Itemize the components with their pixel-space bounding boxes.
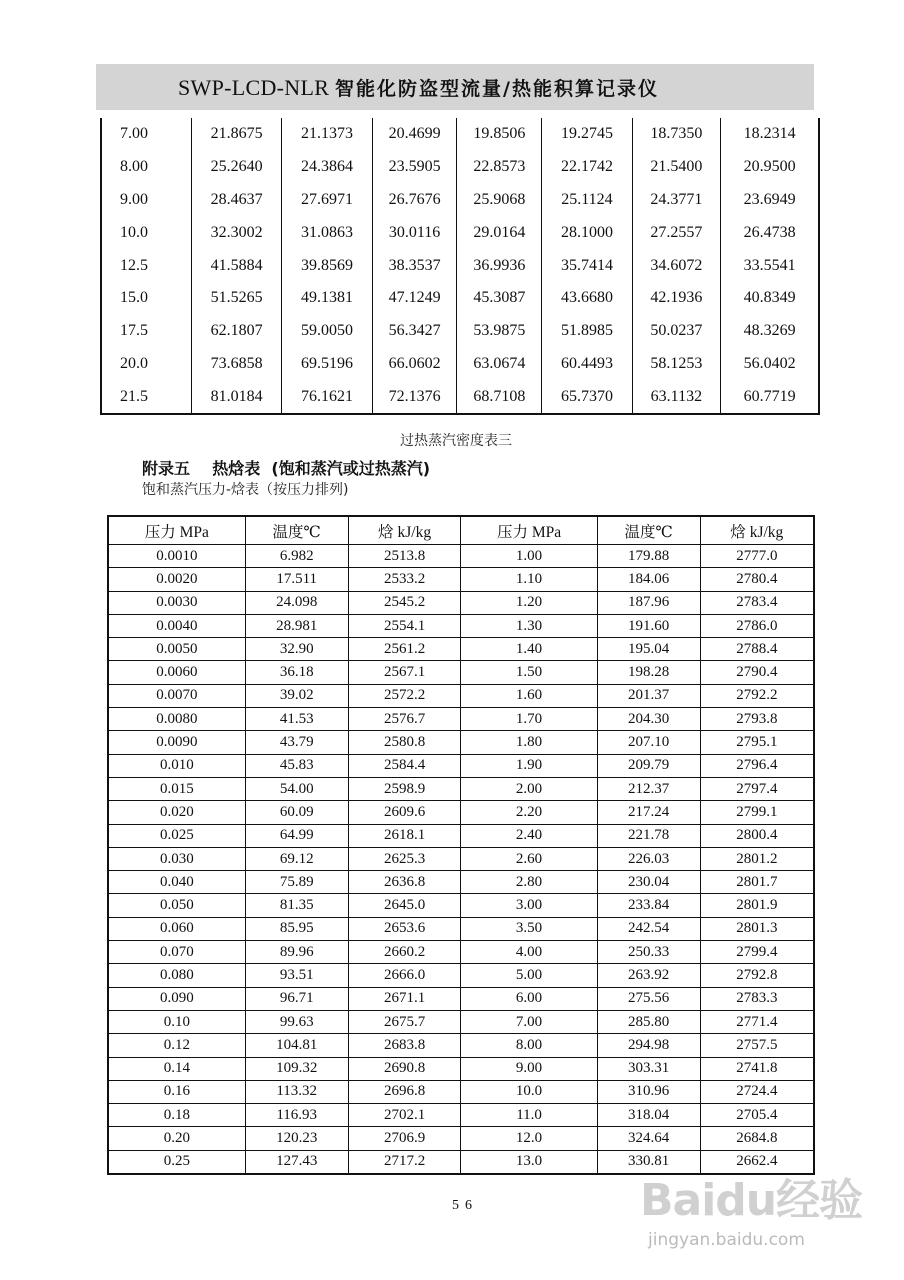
table-cell: 2796.4 [700, 754, 814, 777]
table-cell: 209.79 [597, 754, 700, 777]
table-cell: 120.23 [245, 1127, 348, 1150]
table-cell: 0.18 [108, 1104, 245, 1127]
table-row [108, 661, 814, 684]
table-cell: 81.0184 [191, 380, 281, 414]
table-cell: 89.96 [245, 941, 348, 964]
table-cell: 49.1381 [282, 282, 372, 315]
table-row [108, 731, 814, 754]
table-cell: 2554.1 [348, 614, 461, 637]
table-cell: 3.00 [461, 894, 597, 917]
table-cell: 0.015 [108, 777, 245, 800]
table-cell: 34.6072 [632, 249, 721, 282]
table-row [101, 282, 819, 315]
table-cell: 28.981 [245, 614, 348, 637]
table-cell: 48.3269 [721, 315, 819, 348]
table-cell: 2792.2 [700, 684, 814, 707]
table-cell: 24.3771 [632, 184, 721, 217]
page-number: 56 [452, 1198, 478, 1213]
table-cell: 20.9500 [721, 151, 819, 184]
enthalpy-header-row [108, 516, 814, 545]
table-row [101, 380, 819, 414]
table-cell: 60.4493 [542, 348, 632, 381]
table-cell: 68.7108 [457, 380, 542, 414]
table-cell: 2671.1 [348, 987, 461, 1010]
table-cell: 20.0 [101, 348, 191, 381]
table-cell: 18.7350 [632, 118, 721, 151]
table-cell: 2795.1 [700, 731, 814, 754]
table-cell: 0.0080 [108, 708, 245, 731]
table-cell: 47.1249 [372, 282, 457, 315]
table-cell: 330.81 [597, 1150, 700, 1174]
table-cell: 0.010 [108, 754, 245, 777]
table-cell: 42.1936 [632, 282, 721, 315]
table-cell: 29.0164 [457, 216, 542, 249]
table-cell: 63.1132 [632, 380, 721, 414]
table-cell: 2683.8 [348, 1034, 461, 1057]
table-cell: 66.0602 [372, 348, 457, 381]
table-cell: 20.4699 [372, 118, 457, 151]
table-cell: 36.9936 [457, 249, 542, 282]
table-row [108, 1057, 814, 1080]
table-cell: 1.10 [461, 568, 597, 591]
table-cell: 318.04 [597, 1104, 700, 1127]
table-cell: 56.0402 [721, 348, 819, 381]
table-cell: 0.070 [108, 941, 245, 964]
table-cell: 2801.7 [700, 871, 814, 894]
table-cell: 310.96 [597, 1080, 700, 1103]
table-cell: 2.60 [461, 847, 597, 870]
table-cell: 51.8985 [542, 315, 632, 348]
table-cell: 2580.8 [348, 731, 461, 754]
table-cell: 1.90 [461, 754, 597, 777]
table-cell: 73.6858 [191, 348, 281, 381]
column-header: 温度℃ [597, 516, 700, 545]
table-cell: 2783.3 [700, 987, 814, 1010]
table-cell: 25.9068 [457, 184, 542, 217]
table-cell: 2783.4 [700, 591, 814, 614]
table-cell: 2797.4 [700, 777, 814, 800]
table-cell: 28.1000 [542, 216, 632, 249]
table-cell: 0.030 [108, 847, 245, 870]
column-header: 温度℃ [245, 516, 348, 545]
table-cell: 116.93 [245, 1104, 348, 1127]
table-cell: 2567.1 [348, 661, 461, 684]
watermark-url: jingyan.baidu.com [648, 1230, 805, 1250]
table-cell: 221.78 [597, 824, 700, 847]
table-cell: 2618.1 [348, 824, 461, 847]
table-cell: 212.37 [597, 777, 700, 800]
column-header: 焓 kJ/kg [700, 516, 814, 545]
table-cell: 33.5541 [721, 249, 819, 282]
table-cell: 0.0020 [108, 568, 245, 591]
table-cell: 27.6971 [282, 184, 372, 217]
table-cell: 2636.8 [348, 871, 461, 894]
table-cell: 18.2314 [721, 118, 819, 151]
table-cell: 41.5884 [191, 249, 281, 282]
table-cell: 76.1621 [282, 380, 372, 414]
table-cell: 324.64 [597, 1127, 700, 1150]
table-cell: 99.63 [245, 1010, 348, 1033]
table-cell: 217.24 [597, 801, 700, 824]
table-cell: 2771.4 [700, 1010, 814, 1033]
appendix-title: 附录五 热焓表 (饱和蒸汽或过热蒸汽) [142, 459, 431, 478]
table-row [101, 118, 819, 151]
table-cell: 17.511 [245, 568, 348, 591]
table-cell: 2800.4 [700, 824, 814, 847]
table-cell: 2777.0 [700, 545, 814, 568]
table-cell: 2696.8 [348, 1080, 461, 1103]
table-row [108, 1034, 814, 1057]
table-row [108, 1080, 814, 1103]
table-cell: 23.5905 [372, 151, 457, 184]
table-cell: 21.8675 [191, 118, 281, 151]
table-row [108, 708, 814, 731]
table-cell: 1.20 [461, 591, 597, 614]
enthalpy-table [107, 515, 815, 1175]
table-cell: 0.080 [108, 964, 245, 987]
table-cell: 26.4738 [721, 216, 819, 249]
table-row [108, 964, 814, 987]
table-row [108, 754, 814, 777]
table-row [108, 614, 814, 637]
table-cell: 2675.7 [348, 1010, 461, 1033]
table-cell: 191.60 [597, 614, 700, 637]
table-row [101, 315, 819, 348]
table-cell: 2788.4 [700, 638, 814, 661]
table-cell: 40.8349 [721, 282, 819, 315]
table-cell: 0.020 [108, 801, 245, 824]
table-cell: 113.32 [245, 1080, 348, 1103]
table-cell: 2705.4 [700, 1104, 814, 1127]
table-cell: 3.50 [461, 917, 597, 940]
table-cell: 12.5 [101, 249, 191, 282]
table-cell: 9.00 [101, 184, 191, 217]
table-cell: 8.00 [101, 151, 191, 184]
table-cell: 2609.6 [348, 801, 461, 824]
table-row [108, 824, 814, 847]
table-cell: 2572.2 [348, 684, 461, 707]
table-cell: 21.5 [101, 380, 191, 414]
table-cell: 2513.8 [348, 545, 461, 568]
table-cell: 109.32 [245, 1057, 348, 1080]
table-cell: 233.84 [597, 894, 700, 917]
density-table [100, 118, 820, 415]
table-cell: 294.98 [597, 1034, 700, 1057]
table-cell: 0.0050 [108, 638, 245, 661]
table-cell: 9.00 [461, 1057, 597, 1080]
table-cell: 2645.0 [348, 894, 461, 917]
table-cell: 35.7414 [542, 249, 632, 282]
table-cell: 10.0 [461, 1080, 597, 1103]
table-cell: 2724.4 [700, 1080, 814, 1103]
table-cell: 0.050 [108, 894, 245, 917]
table-cell: 285.80 [597, 1010, 700, 1033]
table-cell: 53.9875 [457, 315, 542, 348]
table-cell: 41.53 [245, 708, 348, 731]
table-cell: 5.00 [461, 964, 597, 987]
table-cell: 59.0050 [282, 315, 372, 348]
table-row [108, 941, 814, 964]
table-cell: 32.90 [245, 638, 348, 661]
table-cell: 21.5400 [632, 151, 721, 184]
table-row [108, 777, 814, 800]
table-cell: 0.20 [108, 1127, 245, 1150]
table-cell: 2790.4 [700, 661, 814, 684]
table-row [101, 216, 819, 249]
table-cell: 2799.4 [700, 941, 814, 964]
table-cell: 207.10 [597, 731, 700, 754]
table-cell: 179.88 [597, 545, 700, 568]
table-row [108, 684, 814, 707]
table-cell: 2801.3 [700, 917, 814, 940]
table-cell: 39.02 [245, 684, 348, 707]
table-cell: 25.2640 [191, 151, 281, 184]
watermark [640, 1150, 890, 1260]
table-cell: 2786.0 [700, 614, 814, 637]
table-cell: 242.54 [597, 917, 700, 940]
table-cell: 0.060 [108, 917, 245, 940]
table-cell: 7.00 [461, 1010, 597, 1033]
column-header: 压力 MPa [108, 516, 245, 545]
table-cell: 1.50 [461, 661, 597, 684]
table-cell: 2545.2 [348, 591, 461, 614]
table-row [108, 1104, 814, 1127]
column-header: 压力 MPa [461, 516, 597, 545]
table-cell: 0.025 [108, 824, 245, 847]
table-cell: 226.03 [597, 847, 700, 870]
table-cell: 24.098 [245, 591, 348, 614]
table-cell: 0.090 [108, 987, 245, 1010]
table-cell: 21.1373 [282, 118, 372, 151]
table-cell: 22.1742 [542, 151, 632, 184]
table-cell: 19.2745 [542, 118, 632, 151]
table-cell: 187.96 [597, 591, 700, 614]
table-cell: 263.92 [597, 964, 700, 987]
table-cell: 19.8506 [457, 118, 542, 151]
table-cell: 2741.8 [700, 1057, 814, 1080]
table-cell: 2.80 [461, 871, 597, 894]
table-cell: 2561.2 [348, 638, 461, 661]
table-cell: 60.09 [245, 801, 348, 824]
table-cell: 85.95 [245, 917, 348, 940]
header-title-cn: 智能化防盗型流量/热能积算记录仪 [335, 78, 659, 100]
table-row [101, 348, 819, 381]
table-cell: 0.0040 [108, 614, 245, 637]
table-cell: 275.56 [597, 987, 700, 1010]
table-cell: 10.0 [101, 216, 191, 249]
table-cell: 2.40 [461, 824, 597, 847]
table-cell: 96.71 [245, 987, 348, 1010]
table-cell: 2.20 [461, 801, 597, 824]
table-cell: 195.04 [597, 638, 700, 661]
table-cell: 1.00 [461, 545, 597, 568]
table-cell: 6.00 [461, 987, 597, 1010]
table-cell: 51.5265 [191, 282, 281, 315]
table-cell: 50.0237 [632, 315, 721, 348]
table-cell: 204.30 [597, 708, 700, 731]
table-cell: 22.8573 [457, 151, 542, 184]
table-row [108, 847, 814, 870]
table-cell: 31.0863 [282, 216, 372, 249]
table-cell: 45.3087 [457, 282, 542, 315]
table-cell: 2576.7 [348, 708, 461, 731]
table-cell: 230.04 [597, 871, 700, 894]
table-cell: 12.0 [461, 1127, 597, 1150]
table-cell: 2584.4 [348, 754, 461, 777]
table-cell: 72.1376 [372, 380, 457, 414]
table-cell: 0.0090 [108, 731, 245, 754]
table-cell: 2598.9 [348, 777, 461, 800]
table-cell: 2717.2 [348, 1150, 461, 1174]
table-cell: 0.0010 [108, 545, 245, 568]
table-row [101, 151, 819, 184]
table-cell: 2533.2 [348, 568, 461, 591]
table-cell: 36.18 [245, 661, 348, 684]
table-cell: 2625.3 [348, 847, 461, 870]
watermark-logo: Baidu经验 [640, 1175, 863, 1226]
table-cell: 17.5 [101, 315, 191, 348]
table-cell: 24.3864 [282, 151, 372, 184]
table-cell: 2780.4 [700, 568, 814, 591]
column-header: 焓 kJ/kg [348, 516, 461, 545]
table-cell: 250.33 [597, 941, 700, 964]
table-cell: 2757.5 [700, 1034, 814, 1057]
table-cell: 39.8569 [282, 249, 372, 282]
table-cell: 45.83 [245, 754, 348, 777]
table-cell: 2801.2 [700, 847, 814, 870]
table-cell: 2.00 [461, 777, 597, 800]
table-cell: 0.12 [108, 1034, 245, 1057]
table-row [108, 1010, 814, 1033]
table-cell: 56.3427 [372, 315, 457, 348]
table-row [108, 545, 814, 568]
table-row [108, 987, 814, 1010]
table-cell: 2799.1 [700, 801, 814, 824]
table-cell: 2660.2 [348, 941, 461, 964]
table-cell: 2702.1 [348, 1104, 461, 1127]
table-cell: 1.80 [461, 731, 597, 754]
table-cell: 23.6949 [721, 184, 819, 217]
table-cell: 27.2557 [632, 216, 721, 249]
density-table-caption: 过热蒸汽密度表三 [400, 433, 512, 449]
table-cell: 2666.0 [348, 964, 461, 987]
table-cell: 64.99 [245, 824, 348, 847]
table-cell: 69.12 [245, 847, 348, 870]
table-cell: 6.982 [245, 545, 348, 568]
table-cell: 0.10 [108, 1010, 245, 1033]
header-title [178, 74, 659, 101]
table-cell: 0.14 [108, 1057, 245, 1080]
header-title-latin: SWP-LCD-NLR [178, 75, 335, 100]
table-cell: 2662.4 [700, 1150, 814, 1174]
table-cell: 60.7719 [721, 380, 819, 414]
table-cell: 2684.8 [700, 1127, 814, 1150]
table-row [108, 638, 814, 661]
table-cell: 184.06 [597, 568, 700, 591]
table-cell: 198.28 [597, 661, 700, 684]
table-row [108, 917, 814, 940]
table-cell: 28.4637 [191, 184, 281, 217]
table-cell: 26.7676 [372, 184, 457, 217]
table-cell: 63.0674 [457, 348, 542, 381]
table-cell: 303.31 [597, 1057, 700, 1080]
table-cell: 25.1124 [542, 184, 632, 217]
table-row [108, 1127, 814, 1150]
table-row [108, 801, 814, 824]
page-header [96, 64, 814, 110]
table-cell: 58.1253 [632, 348, 721, 381]
table-cell: 7.00 [101, 118, 191, 151]
table-row [108, 871, 814, 894]
table-cell: 2793.8 [700, 708, 814, 731]
table-cell: 8.00 [461, 1034, 597, 1057]
table-cell: 1.30 [461, 614, 597, 637]
table-cell: 30.0116 [372, 216, 457, 249]
table-cell: 2690.8 [348, 1057, 461, 1080]
table-cell: 0.040 [108, 871, 245, 894]
table-cell: 93.51 [245, 964, 348, 987]
table-cell: 0.16 [108, 1080, 245, 1103]
table-cell: 11.0 [461, 1104, 597, 1127]
table-cell: 32.3002 [191, 216, 281, 249]
table-cell: 2653.6 [348, 917, 461, 940]
table-cell: 62.1807 [191, 315, 281, 348]
table-cell: 15.0 [101, 282, 191, 315]
table-cell: 13.0 [461, 1150, 597, 1174]
table-cell: 1.40 [461, 638, 597, 661]
table-cell: 75.89 [245, 871, 348, 894]
table-cell: 0.0060 [108, 661, 245, 684]
table-cell: 43.79 [245, 731, 348, 754]
appendix-subtitle: 饱和蒸汽压力-焓表（按压力排列) [142, 482, 349, 498]
table-cell: 81.35 [245, 894, 348, 917]
table-cell: 4.00 [461, 941, 597, 964]
table-cell: 2801.9 [700, 894, 814, 917]
table-cell: 2792.8 [700, 964, 814, 987]
table-row [108, 591, 814, 614]
table-cell: 0.0030 [108, 591, 245, 614]
table-cell: 38.3537 [372, 249, 457, 282]
table-cell: 201.37 [597, 684, 700, 707]
table-row [101, 249, 819, 282]
table-cell: 43.6680 [542, 282, 632, 315]
table-row [108, 568, 814, 591]
table-cell: 0.25 [108, 1150, 245, 1174]
table-cell: 2706.9 [348, 1127, 461, 1150]
table-cell: 0.0070 [108, 684, 245, 707]
table-cell: 69.5196 [282, 348, 372, 381]
table-cell: 1.60 [461, 684, 597, 707]
table-row [108, 894, 814, 917]
table-cell: 127.43 [245, 1150, 348, 1174]
table-cell: 1.70 [461, 708, 597, 731]
table-cell: 65.7370 [542, 380, 632, 414]
table-cell: 54.00 [245, 777, 348, 800]
table-cell: 104.81 [245, 1034, 348, 1057]
table-row [101, 184, 819, 217]
